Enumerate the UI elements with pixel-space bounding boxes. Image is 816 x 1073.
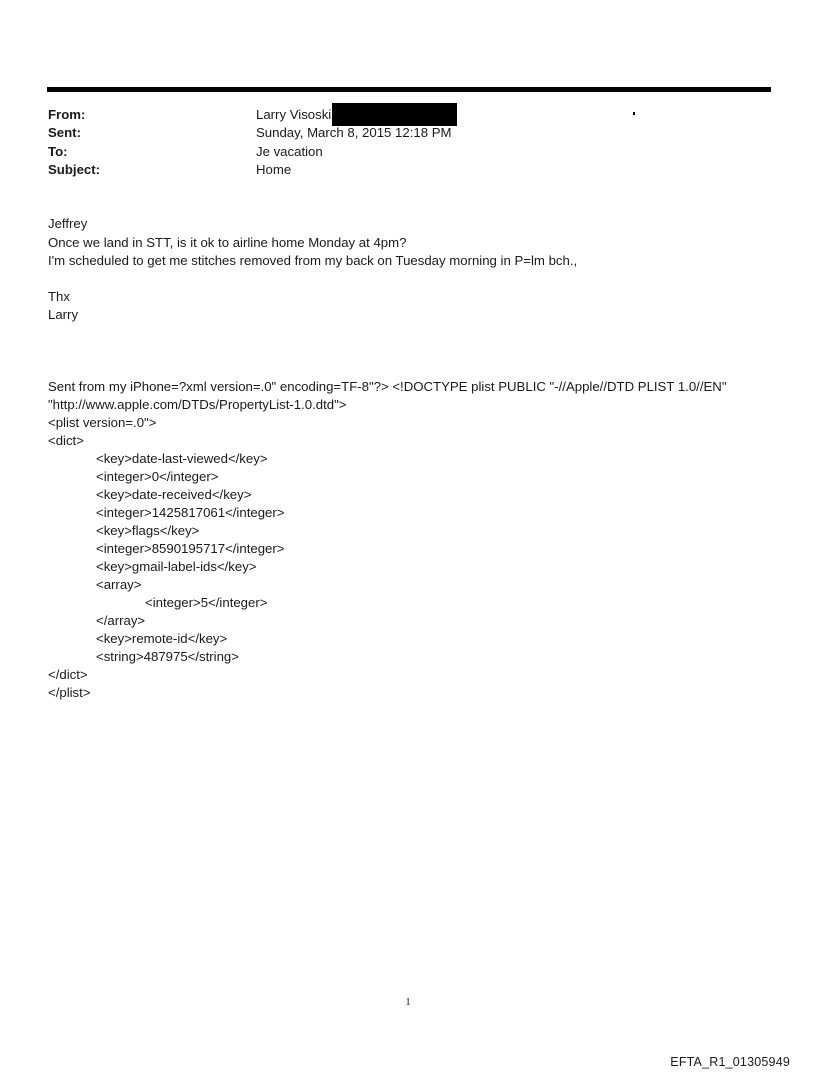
plist-line: <key>date-received</key> [96,487,252,502]
plist-line: </plist> [48,685,91,700]
to-value: Je vacation [256,144,323,159]
body-line-2: I'm scheduled to get me stitches removed from my back on Tuesday morning in P=lm bch., [48,253,578,268]
signoff-name: Larry [48,307,79,322]
body-line-1: Once we land in STT, is it ok to airline home Monday at 4pm? [48,235,407,250]
to-label: To: [48,144,68,159]
plist-line: <array> [96,577,142,592]
plist-line: <key>remote-id</key> [96,631,228,646]
plist-line: <key>date-last-viewed</key> [96,451,268,466]
plist-line: <key>gmail-label-ids</key> [96,559,257,574]
plist-line: "http://www.apple.com/DTDs/PropertyList-1.0.dtd"> [48,397,347,412]
subject-value: Home [256,162,292,177]
plist-line: <plist version=.0"> [48,415,157,430]
from-label: From: [48,107,86,122]
greeting: Jeffrey [48,216,88,231]
plist-line: <string>487975</string> [96,649,239,664]
plist-line: <key>flags</key> [96,523,200,538]
plist-line: <integer>1425817061</integer> [96,505,285,520]
bates-number: EFTA_R1_01305949 [670,1055,790,1069]
plist-line: Sent from my iPhone=?xml version=.0" encoding=TF-8"?> <!DOCTYPE plist PUBLIC "-//Apple//DTD PLIST 1.0//EN" [48,379,727,394]
page-number: 1 [405,996,411,1008]
plist-line: </dict> [48,667,88,682]
from-value: Larry Visoski [256,107,332,122]
plist-line: <integer>0</integer> [96,469,219,484]
redaction-box [332,103,457,126]
scan-speck [633,112,635,115]
plist-line: <integer>8590195717</integer> [96,541,285,556]
sent-value: Sunday, March 8, 2015 12:18 PM [256,125,452,140]
plist-line: <integer>5</integer> [145,595,268,610]
subject-label: Subject: [48,162,101,177]
signoff-thx: Thx [48,289,70,304]
plist-line: <dict> [48,433,84,448]
header-rule [47,87,771,92]
plist-line: </array> [96,613,146,628]
sent-label: Sent: [48,125,81,140]
